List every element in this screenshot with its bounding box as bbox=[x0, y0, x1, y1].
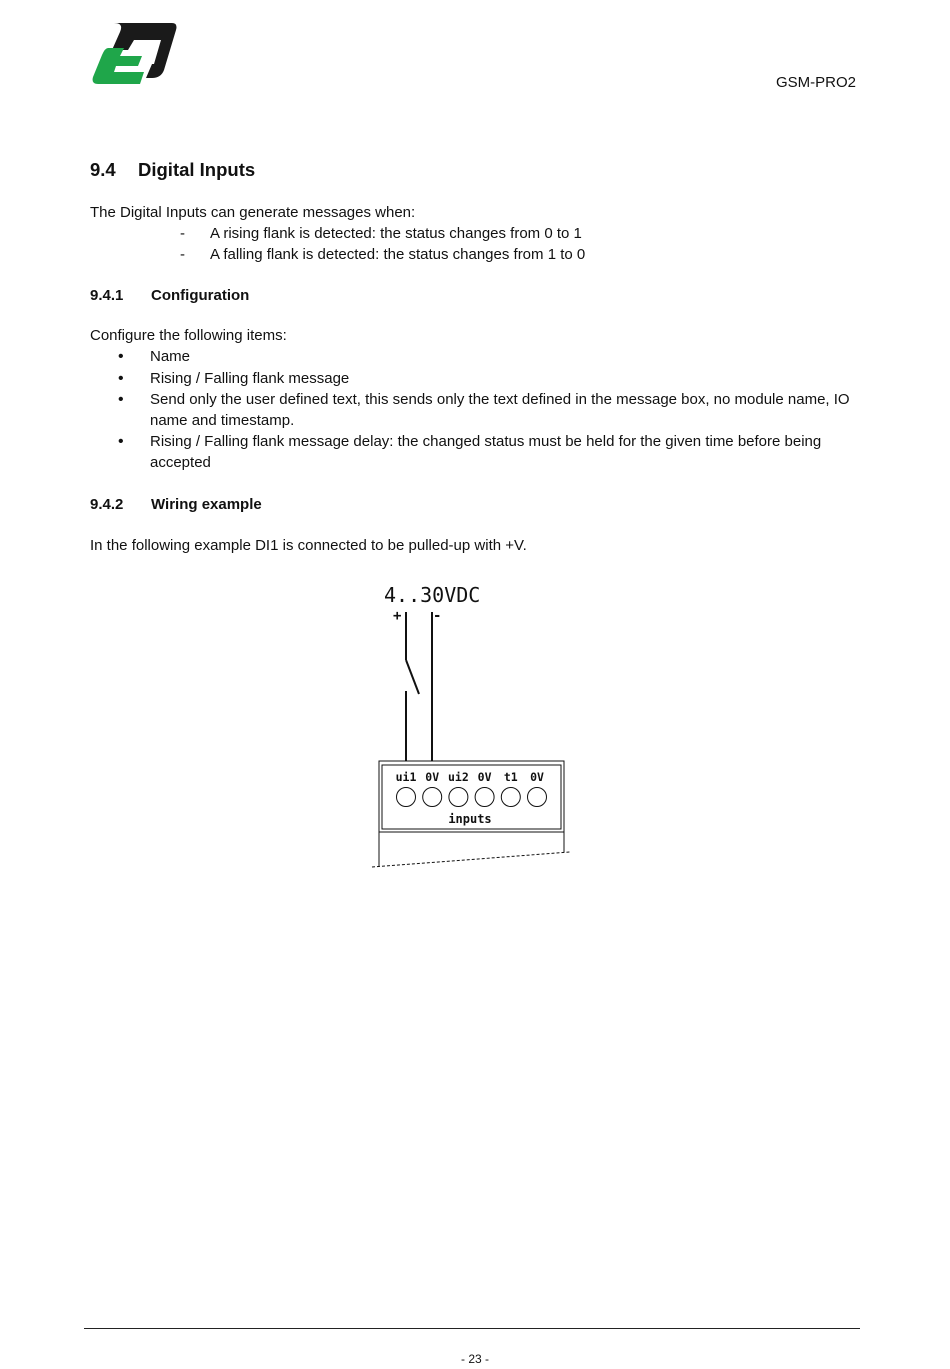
terminal-screw bbox=[501, 788, 520, 807]
footer-divider bbox=[84, 1328, 860, 1329]
list-item-text: Rising / Falling flank message bbox=[150, 369, 350, 387]
terminal-screw bbox=[449, 788, 468, 807]
bullet-icon: • bbox=[118, 348, 124, 365]
subsection-title: Wiring example bbox=[151, 496, 262, 513]
subsection-number: 9.4.1 bbox=[90, 287, 124, 304]
list-item bbox=[118, 390, 858, 431]
list-item bbox=[118, 347, 858, 368]
terminal-label: ui1 bbox=[395, 770, 417, 784]
list-marker: - bbox=[180, 225, 185, 242]
supply-label: 4..30VDC bbox=[384, 583, 481, 607]
list-marker: - bbox=[180, 245, 185, 263]
minus-label: - bbox=[433, 608, 442, 624]
list-item bbox=[180, 245, 585, 266]
configuration-list bbox=[118, 347, 858, 474]
wiring-heading bbox=[90, 496, 262, 513]
section-number: 9.4 bbox=[90, 159, 116, 180]
logo-green-stroke bbox=[93, 48, 144, 84]
terminal-label: 0V bbox=[425, 770, 440, 784]
list-item bbox=[180, 224, 585, 245]
list-item-text: Rising / Falling flank message delay: the changed status must be held for the given time before being accepted bbox=[150, 433, 822, 471]
document-id: GSM-PRO2 bbox=[775, 74, 856, 91]
switch-contact bbox=[406, 660, 419, 694]
bullet-icon: • bbox=[118, 433, 124, 450]
terminal-label: 0V bbox=[530, 770, 544, 784]
terminal-label: 0V bbox=[477, 770, 492, 784]
list-item bbox=[118, 432, 858, 473]
list-item-text: Send only the user defined text, this sends only the text defined in the message box, no module name, IO name and timestamp. bbox=[150, 391, 850, 429]
block-label: inputs bbox=[448, 812, 492, 826]
terminal-screw bbox=[423, 788, 442, 807]
wiring-text: In the following example DI1 is connected to be pulled-up with +V. bbox=[90, 537, 527, 554]
bullet-icon: • bbox=[118, 369, 124, 387]
wiring-diagram bbox=[368, 578, 578, 873]
flank-list bbox=[180, 224, 585, 265]
terminal-screw bbox=[528, 788, 547, 807]
plus-label: + bbox=[393, 608, 402, 624]
terminal-label: ui2 bbox=[448, 770, 469, 784]
section-intro: The Digital Inputs can generate messages when: bbox=[90, 204, 416, 221]
terminal-screw bbox=[397, 788, 416, 807]
subsection-number: 9.4.2 bbox=[90, 496, 124, 513]
terminal-screw bbox=[475, 788, 494, 807]
block-cut-line bbox=[372, 852, 570, 867]
bullet-icon: • bbox=[118, 391, 124, 408]
list-item-text: A rising flank is detected: the status changes from 0 to 1 bbox=[210, 225, 582, 242]
company-logo bbox=[90, 20, 178, 88]
list-item bbox=[118, 369, 858, 390]
configuration-intro: Configure the following items: bbox=[90, 327, 287, 344]
list-item-text: Name bbox=[150, 348, 191, 365]
terminal-label: t1 bbox=[503, 770, 518, 784]
section-heading bbox=[90, 159, 255, 181]
page-number: - 23 - bbox=[460, 1352, 489, 1366]
list-item-text: A falling flank is detected: the status changes from 1 to 0 bbox=[210, 245, 586, 263]
section-title: Digital Inputs bbox=[138, 159, 256, 180]
configuration-heading bbox=[90, 287, 249, 304]
subsection-title: Configuration bbox=[151, 287, 250, 304]
